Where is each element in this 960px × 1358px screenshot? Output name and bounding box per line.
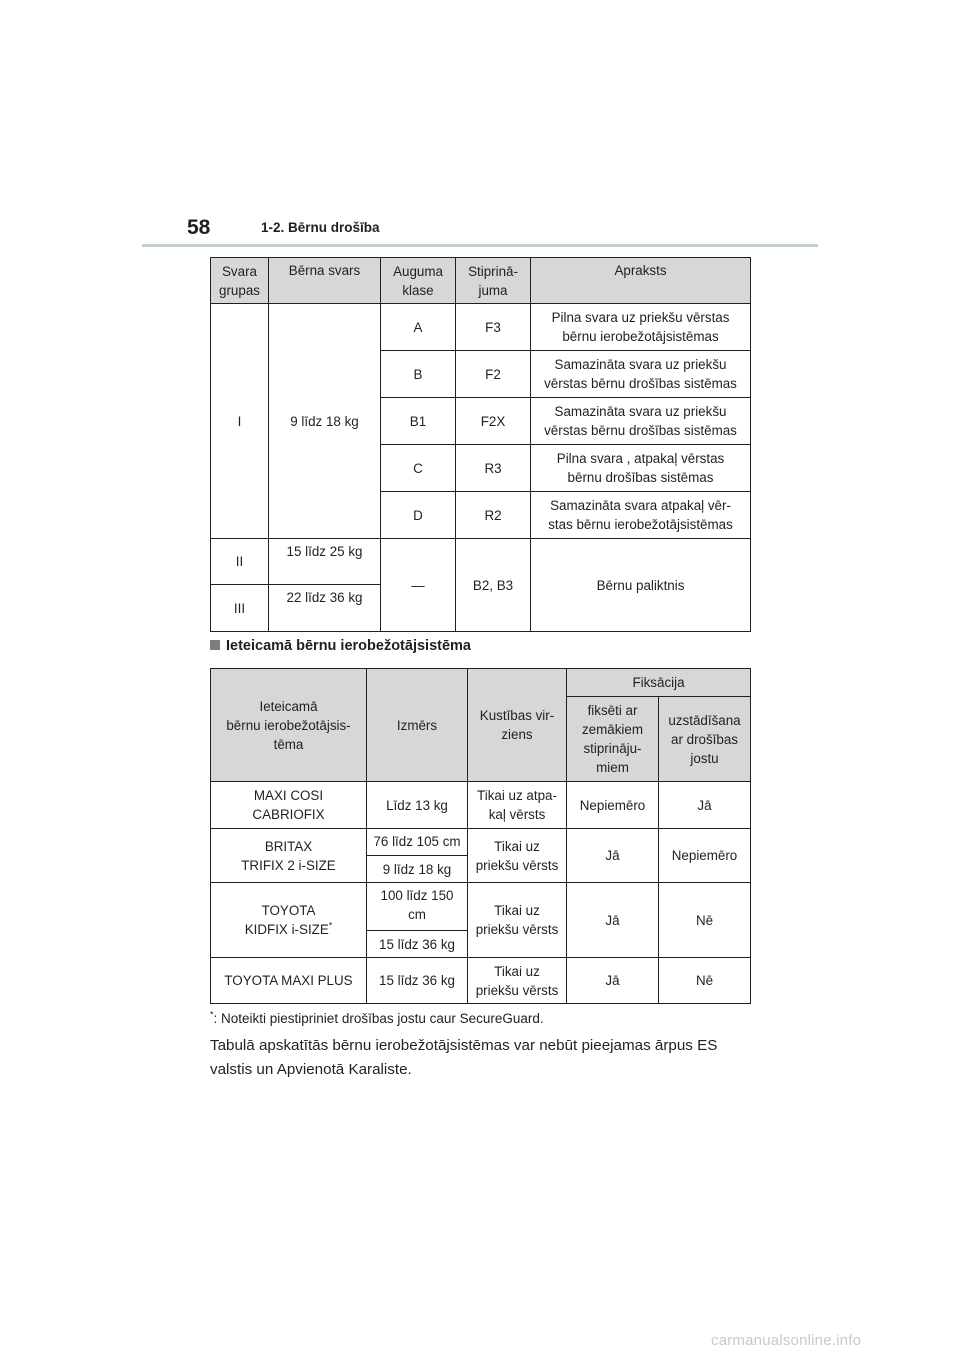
col-header-seat-belt: uzstādīšana ar drošības jostu	[659, 697, 751, 782]
direction-cell: Tikai uz atpa- kaļ vērsts	[468, 782, 567, 829]
col-header-crs: Ieteicamā bērnu ierobežotājsis- tēma	[211, 669, 367, 782]
size-cell: Līdz 13 kg	[367, 782, 468, 829]
fixture-cell: F2	[456, 351, 531, 398]
size-cell: —	[381, 539, 456, 632]
size-cell: 100 līdz 150 cm	[367, 883, 468, 931]
direction-cell: Tikai uz priekšu vērsts	[468, 883, 567, 958]
weight-cell: 15 līdz 25 kg	[269, 539, 381, 585]
group-cell: III	[211, 585, 269, 632]
description-cell: Samazināta svara uz priekšu vērstas bērnu drošības sistēmas	[531, 351, 751, 398]
lower-anchors-cell: Jā	[567, 829, 659, 883]
footnote	[210, 1011, 544, 1026]
size-cell: B	[381, 351, 456, 398]
watermark: carmanualsonline.info	[711, 1332, 862, 1349]
page-header	[142, 212, 818, 246]
fixture-cell: B2, B3	[456, 539, 531, 632]
crs-name-text: TOYOTA KIDFIX i-SIZE	[244, 903, 329, 937]
description-cell: Samazināta svara atpakaļ vēr- stas bērnu ierobežotājsistēmas	[531, 492, 751, 539]
recommended-crs-table	[210, 668, 751, 1004]
table-row	[211, 958, 751, 1004]
table-header-row	[211, 258, 751, 304]
fixture-cell: R2	[456, 492, 531, 539]
size-cell: 15 līdz 36 kg	[367, 931, 468, 958]
col-header-child-weight: Bērna svars	[269, 258, 381, 304]
lower-anchors-cell: Jā	[567, 958, 659, 1004]
size-cell: 9 līdz 18 kg	[367, 856, 468, 883]
seat-belt-cell: Nepiemēro	[659, 829, 751, 883]
fixture-cell: F3	[456, 304, 531, 351]
description-cell: Samazināta svara uz priekšu vērstas bērnu drošības sistēmas	[531, 398, 751, 445]
weight-cell: 9 līdz 18 kg	[269, 304, 381, 539]
lower-anchors-cell: Nepiemēro	[567, 782, 659, 829]
square-bullet-icon	[210, 640, 220, 650]
col-header-size-class: Auguma klase	[381, 258, 456, 304]
section-title: 1-2. Bērnu drošība	[261, 220, 380, 235]
seat-belt-cell: Jā	[659, 782, 751, 829]
col-header-direction: Kustības vir- ziens	[468, 669, 567, 782]
weight-group-table	[210, 257, 751, 632]
description-cell: Bērnu paliktnis	[531, 539, 751, 632]
group-cell: I	[211, 304, 269, 539]
direction-cell: Tikai uz priekšu vērsts	[468, 958, 567, 1004]
col-header-lower-anchors: fiksēti ar zemākiem stiprināju- miem	[567, 697, 659, 782]
section-subheading	[210, 638, 471, 654]
crs-name-cell: BRITAX TRIFIX 2 i-SIZE	[211, 829, 367, 883]
footnote-marker: *	[328, 920, 333, 931]
crs-name-cell: MAXI COSI CABRIOFIX	[211, 782, 367, 829]
col-header-fixation: Fiksācija	[567, 669, 751, 697]
page-number: 58	[187, 216, 211, 239]
seat-belt-cell: Nē	[659, 883, 751, 958]
size-cell: 15 līdz 36 kg	[367, 958, 468, 1004]
size-cell: C	[381, 445, 456, 492]
table-header-row	[211, 669, 751, 697]
weight-cell: 22 līdz 36 kg	[269, 585, 381, 632]
header-divider	[142, 244, 818, 247]
col-header-fixture: Stiprinā- juma	[456, 258, 531, 304]
fixture-cell: F2X	[456, 398, 531, 445]
col-header-description: Apraksts	[531, 258, 751, 304]
size-cell: 76 līdz 105 cm	[367, 829, 468, 856]
size-cell: D	[381, 492, 456, 539]
col-header-size: Izmērs	[367, 669, 468, 782]
crs-name-cell	[211, 883, 367, 958]
col-header-group: Svara grupas	[211, 258, 269, 304]
footnote-mark: *	[210, 1009, 214, 1020]
description-cell: Pilna svara , atpakaļ vērstas bērnu drošības sistēmas	[531, 445, 751, 492]
seat-belt-cell: Nē	[659, 958, 751, 1004]
table-row	[211, 829, 751, 856]
size-cell: A	[381, 304, 456, 351]
crs-name-cell: TOYOTA MAXI PLUS	[211, 958, 367, 1004]
table-row	[211, 782, 751, 829]
description-cell: Pilna svara uz priekšu vērstas bērnu ierobežotājsistēmas	[531, 304, 751, 351]
group-cell: II	[211, 539, 269, 585]
table-row	[211, 539, 751, 585]
subheading-text: Ieteicamā bērnu ierobežotājsistēma	[226, 638, 471, 654]
size-cell: B1	[381, 398, 456, 445]
footnote-text: : Noteikti piestipriniet drošības jostu caur SecureGuard.	[213, 1011, 544, 1026]
lower-anchors-cell: Jā	[567, 883, 659, 958]
table-row	[211, 304, 751, 351]
table-row	[211, 883, 751, 931]
direction-cell: Tikai uz priekšu vērsts	[468, 829, 567, 883]
fixture-cell: R3	[456, 445, 531, 492]
availability-note: Tabulā apskatītās bērnu ierobežotājsistēmas var nebūt pieejamas ārpus ES valstis un Apvienotā Karaliste.	[210, 1037, 718, 1078]
